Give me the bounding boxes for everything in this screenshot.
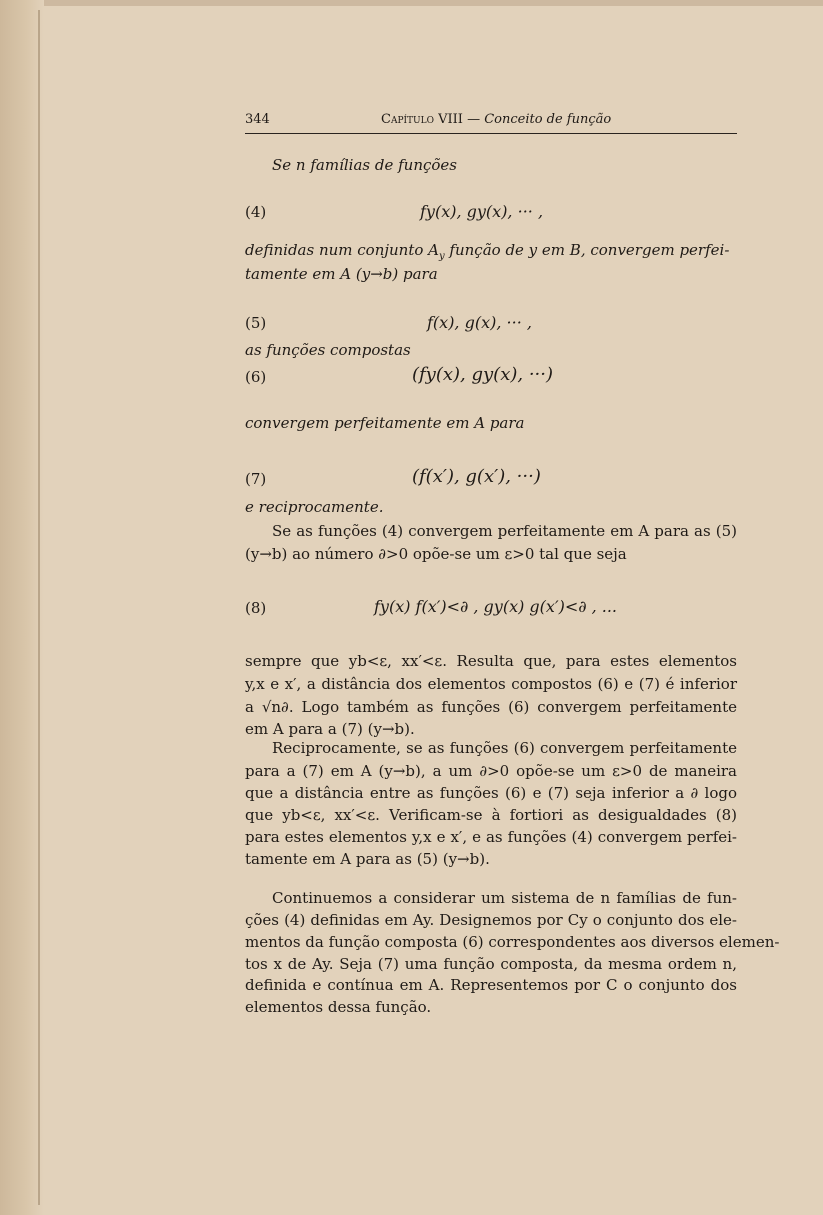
equation-7: (f(x′), g(x′), ···) (412, 466, 541, 487)
page-top-edge (0, 0, 823, 6)
page-number: 344 (245, 112, 270, 127)
paragraph-2-line-2: y,x e x′, a distância dos elementos compostos (6) e (7) é inferior (245, 675, 737, 693)
paragraph-2-line-4: em A para a (7) (y→b). (245, 720, 415, 738)
section-title: Conceito de função (484, 112, 612, 127)
equation-4: fy(x), gy(x), ··· , (420, 202, 544, 221)
paragraph-1-line-1: Se as funções (4) convergem perfeitamente em A para as (5) (272, 522, 737, 540)
equation-number-5: (5) (245, 314, 267, 332)
running-title (381, 112, 611, 127)
paragraph-4-line-6: elementos dessa função. (245, 998, 432, 1016)
defined-line-1: definidas num conjunto $A_y$ função de y em B, convergem perfei- (245, 241, 730, 262)
defined-line-2: tamente em A (y→b) para (245, 265, 438, 283)
paragraph-3-line-5: para estes elementos y,x e x′, e as funções (4) convergem perfei- (245, 828, 737, 846)
paragraph-4-line-5: definida e contínua em A. Representemos por C o conjunto dos (245, 976, 737, 994)
page-edge-line (38, 10, 40, 1205)
paragraph-4-line-1: Continuemos a considerar um sistema de n famílias de fun- (272, 889, 737, 907)
equation-number-8: (8) (245, 599, 267, 617)
equation-number-7: (7) (245, 470, 267, 488)
equation-6: (fy(x), gy(x), ···) (412, 364, 554, 385)
paragraph-4-line-4: tos x de Ay. Seja (7) uma função composta, da mesma ordem n, (245, 955, 737, 973)
equation-8: fy(x) f(x′)<∂ , gy(x) g(x′)<∂ , ... (374, 597, 618, 616)
paragraph-4-line-2: ções (4) definidas em Ay. Designemos por Cy o conjunto dos ele- (245, 911, 737, 929)
paragraph-3-line-1: Reciprocamente, se as funções (6) convergem perfeitamente (272, 739, 737, 757)
paragraph-3-line-4: que yb<ε, xx′<ε. Verificam-se à fortiori as desigualdades (8) (245, 806, 737, 824)
equation-number-4: (4) (245, 203, 267, 221)
composed-line: as funções compostas (245, 341, 411, 359)
intro-line: Se n famílias de funções (272, 156, 457, 174)
paragraph-3-line-2: para a (7) em A (y→b), a um ∂>0 opõe-se um ε>0 de maneira (245, 762, 737, 780)
paragraph-2-line-3: a √n∂. Logo também as funções (6) convergem perfeitamente (245, 698, 737, 716)
paragraph-4-line-3: mentos da função composta (6) correspondentes aos diversos elemen- (245, 933, 780, 951)
equation-number-6: (6) (245, 368, 267, 386)
paragraph-3-line-6: tamente em A para as (5) (y→b). (245, 850, 490, 868)
equation-5: f(x), g(x), ··· , (427, 313, 532, 332)
chapter-label: Capítulo (381, 112, 434, 127)
running-header (245, 109, 737, 134)
reciprocal-line: e reciprocamente. (245, 498, 384, 516)
converge-line: convergem perfeitamente em A para (245, 414, 525, 432)
paragraph-1-line-2: (y→b) ao número ∂>0 opõe-se um ε>0 tal que seja (245, 545, 627, 563)
paragraph-3-line-3: que a distância entre as funções (6) e (7) seja inferior a ∂ logo (245, 784, 737, 802)
paragraph-2-line-1: sempre que yb<ε, xx′<ε. Resulta que, para estes elementos (245, 652, 737, 670)
chapter-number: VIII — (438, 112, 485, 127)
